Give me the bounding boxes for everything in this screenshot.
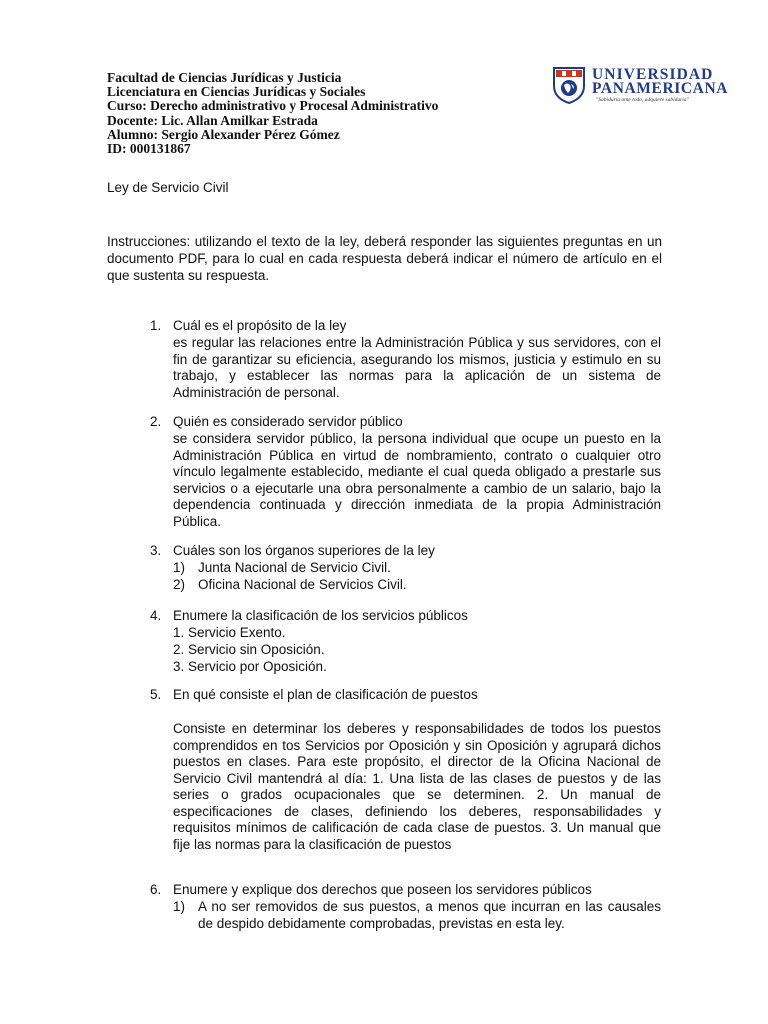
header-info bbox=[107, 71, 438, 156]
university-shield-icon bbox=[552, 66, 586, 104]
logo-line-1: UNIVERSIDAD bbox=[592, 66, 714, 83]
answer-1: es regular las relaciones entre la Administración Pública y sus servidores, con el fin de garantizar su eficiencia, asegurando los mismos, justicia y estimulo en su trabajo, y establecer las normas para la aplicación de un sistema de Administración de personal. bbox=[173, 335, 661, 400]
answer-3-item-1 bbox=[173, 560, 391, 577]
instructions-paragraph: Instrucciones: utilizando el texto de la ley, deberá responder las siguientes preguntas en un documento PDF, para lo cual en cada respuesta deberá indicar el número de artículo en el que sustenta su respuesta. bbox=[107, 234, 662, 283]
answer-6-item-1-text: A no ser removidos de sus puestos, a menos que incurran en las causales de despido debidamente comprobadas, previstas en esta ley. bbox=[198, 899, 661, 931]
question-4-text: Enumere la clasificación de los servicios públicos bbox=[173, 608, 468, 623]
course-line: Curso: Derecho administrativo y Procesal Administrativo bbox=[107, 98, 439, 114]
answer-6-item-1-number: 1) bbox=[173, 899, 186, 914]
question-4-number: 4. bbox=[150, 608, 162, 623]
student-line: Alumno: Sergio Alexander Pérez Gómez bbox=[107, 126, 340, 142]
answer-3-item-1-text: Junta Nacional de Servicio Civil. bbox=[198, 560, 391, 575]
document-title: Ley de Servicio Civil bbox=[107, 180, 229, 195]
question-2-number: 2. bbox=[150, 414, 162, 429]
answer-6-item-1 bbox=[173, 899, 661, 932]
question-6-text: Enumere y explique dos derechos que poseen los servidores públicos bbox=[173, 882, 592, 897]
question-1-text: Cuál es el propósito de la ley bbox=[173, 318, 347, 333]
question-3-number: 3. bbox=[150, 543, 162, 558]
student-id-line: ID: 000131867 bbox=[107, 141, 191, 157]
question-5-number: 5. bbox=[150, 687, 162, 702]
university-logo bbox=[552, 66, 729, 106]
question-3-text: Cuáles son los órganos superiores de la ley bbox=[173, 543, 435, 558]
question-6-number: 6. bbox=[150, 882, 162, 897]
logo-line-2: PANAMERICANA bbox=[592, 80, 729, 97]
answer-4-item-3: 3. Servicio por Oposición. bbox=[173, 659, 327, 674]
degree-line: Licenciatura en Ciencias Jurídicas y Sociales bbox=[107, 84, 366, 100]
question-1-number: 1. bbox=[150, 318, 162, 333]
answer-3-item-1-number: 1) bbox=[173, 560, 186, 575]
answer-3-item-2-number: 2) bbox=[173, 577, 186, 592]
answer-4-item-1: 1. Servicio Exento. bbox=[173, 625, 286, 640]
faculty-line: Facultad de Ciencias Jurídicas y Justicia bbox=[107, 70, 342, 85]
question-2-text: Quién es considerado servidor público bbox=[173, 414, 403, 429]
answer-5: Consiste en determinar los deberes y responsabilidades de todos los puestos comprendidos en tos Servicios por Oposición y sin Oposición y agrupará dichos puestos en clases. Para este propósito, el director de la Oficina Nacional de Servicio Civil mantendrá al día: 1. Una lista de las clases de puestos y de las series o grados ocupacionales que se determinen. 2. Un manual de especificaciones de clases, definiendo los deberes, responsabilidades y requisitos mínimos de calificación de cada clase de puestos. 3. Un manual que fije las normas para la clasificación de puestos bbox=[173, 721, 661, 852]
answer-3-item-2 bbox=[173, 577, 407, 594]
teacher-line: Docente: Lic. Allan Amilkar Estrada bbox=[107, 112, 318, 128]
question-5-text: En qué consiste el plan de clasificación de puestos bbox=[173, 687, 478, 702]
logo-motto: "Sabiduría ante todo, adquiere sabiduría" bbox=[596, 97, 689, 103]
answer-4-item-2: 2. Servicio sin Oposición. bbox=[173, 642, 325, 657]
answer-3-item-2-text: Oficina Nacional de Servicios Civil. bbox=[198, 577, 407, 592]
answer-2: se considera servidor público, la persona individual que ocupe un puesto en la Administración Pública en virtud de nombramiento, contrato o cualquier otro vínculo legalmente establecido, mediante el cual queda obligado a prestarle sus servicios o a ejecutarle una obra personalmente a cambio de un salario, bajo la dependencia continuada y dirección inmediata de la propia Administración Pública. bbox=[173, 431, 661, 529]
